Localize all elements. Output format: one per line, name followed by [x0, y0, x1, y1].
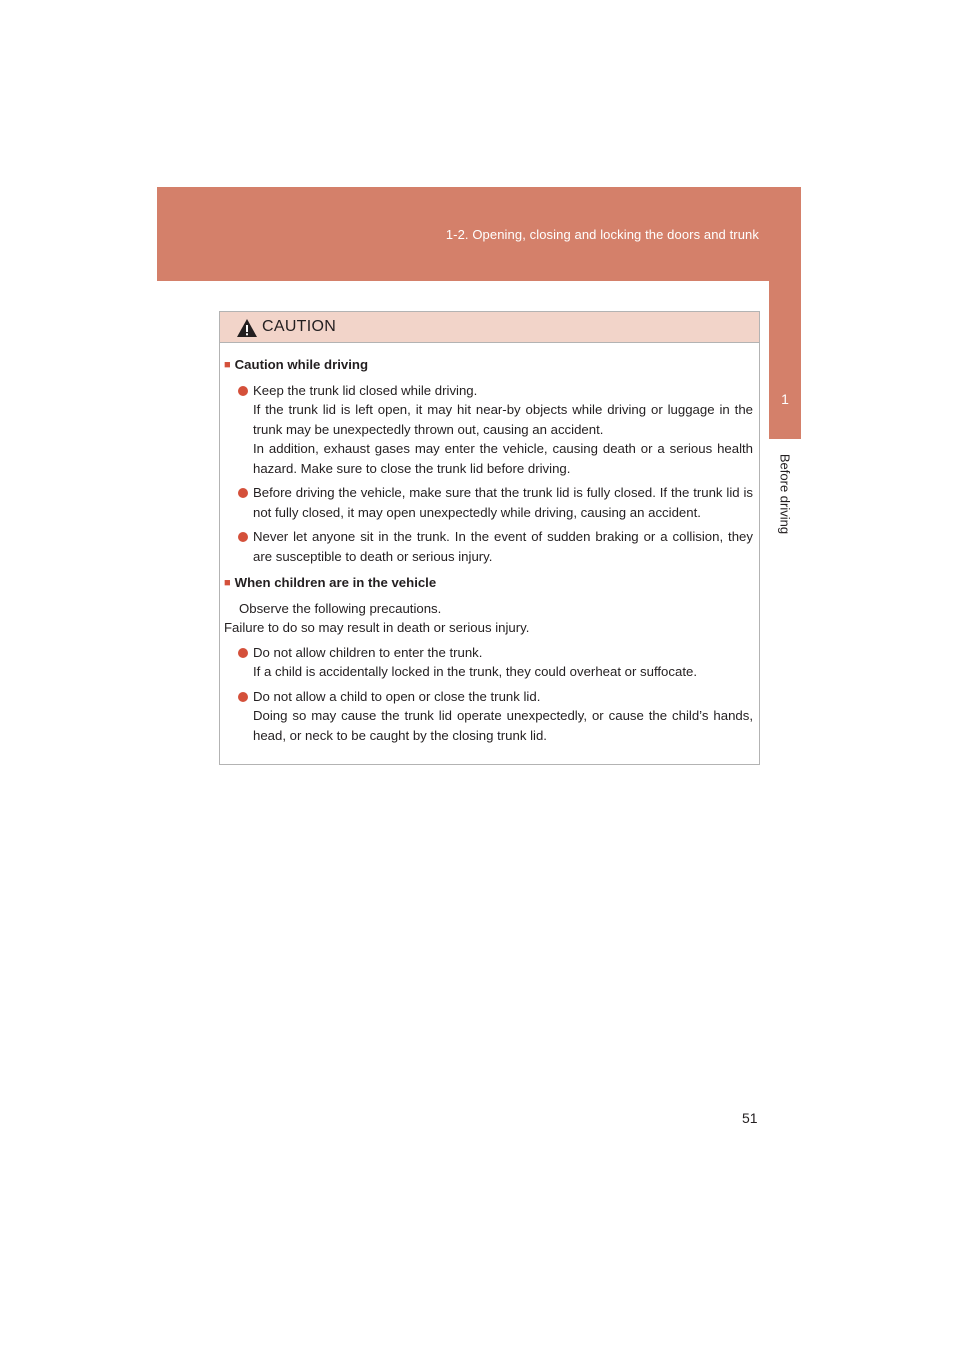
chapter-label: Before driving: [777, 453, 793, 535]
bullet-text: Before driving the vehicle, make sure that the trunk lid is fully closed. If the trunk lid is not fully closed, it may open unexpectedly while driving, causing an accident.: [253, 485, 753, 520]
caution-body: [220, 343, 759, 745]
bullet-dot-icon: [238, 648, 248, 658]
list-item: [224, 527, 753, 566]
bullet-text: In addition, exhaust gases may enter the vehicle, causing death or a serious health hazard. Make sure to close the trunk lid before driving.: [253, 441, 753, 476]
list-item: [224, 687, 753, 746]
list-item: [224, 643, 753, 682]
caution-header: [220, 312, 759, 343]
section-heading: ■ When children are in the vehicle: [224, 573, 753, 594]
list-item: [224, 381, 753, 479]
bullet-dot-icon: [238, 386, 248, 396]
list-item: [224, 483, 753, 522]
chapter-number: 1: [781, 391, 789, 407]
section-title: 1-2. Opening, closing and locking the doors and trunk: [445, 227, 759, 242]
intro-text: Failure to do so may result in death or serious injury.: [224, 620, 530, 635]
bullet-text: Do not allow a child to open or close the trunk lid.: [253, 688, 541, 704]
bullet-text: Never let anyone sit in the trunk. In the event of sudden braking or a collision, they are susceptible to death or serious injury.: [253, 529, 753, 564]
bullet-text: Keep the trunk lid closed while driving.: [253, 382, 478, 398]
square-bullet-icon: ■: [224, 359, 231, 371]
warning-triangle-icon: [236, 318, 258, 338]
bullet-dot-icon: [238, 488, 248, 498]
square-bullet-icon: ■: [224, 577, 231, 589]
chapter-label-wrap: [769, 444, 801, 544]
bullet-dot-icon: [238, 692, 248, 702]
bullet-text: If a child is accidentally locked in the trunk, they could overheat or suffocate.: [253, 664, 697, 679]
caution-title: CAUTION: [262, 318, 337, 335]
bullet-text: If the trunk lid is left open, it may hit near-by objects while driving or luggage in the trunk may be unexpectedly thrown out, causing an accident.: [253, 402, 753, 437]
bullet-dot-icon: [238, 532, 248, 542]
bullet-text: Do not allow children to enter the trunk.: [253, 644, 483, 660]
chapter-tab: [769, 281, 801, 439]
caution-box: [219, 311, 760, 765]
intro-text: Observe the following precautions.: [239, 600, 442, 616]
bullet-text: Doing so may cause the trunk lid operate unexpectedly, or cause the child’s hands, head, or neck to be caught by the closing trunk lid.: [253, 708, 753, 743]
section-heading: ■ Caution while driving: [224, 355, 753, 376]
page-number: 51: [742, 1110, 758, 1126]
chapter-header-band: [157, 187, 801, 281]
